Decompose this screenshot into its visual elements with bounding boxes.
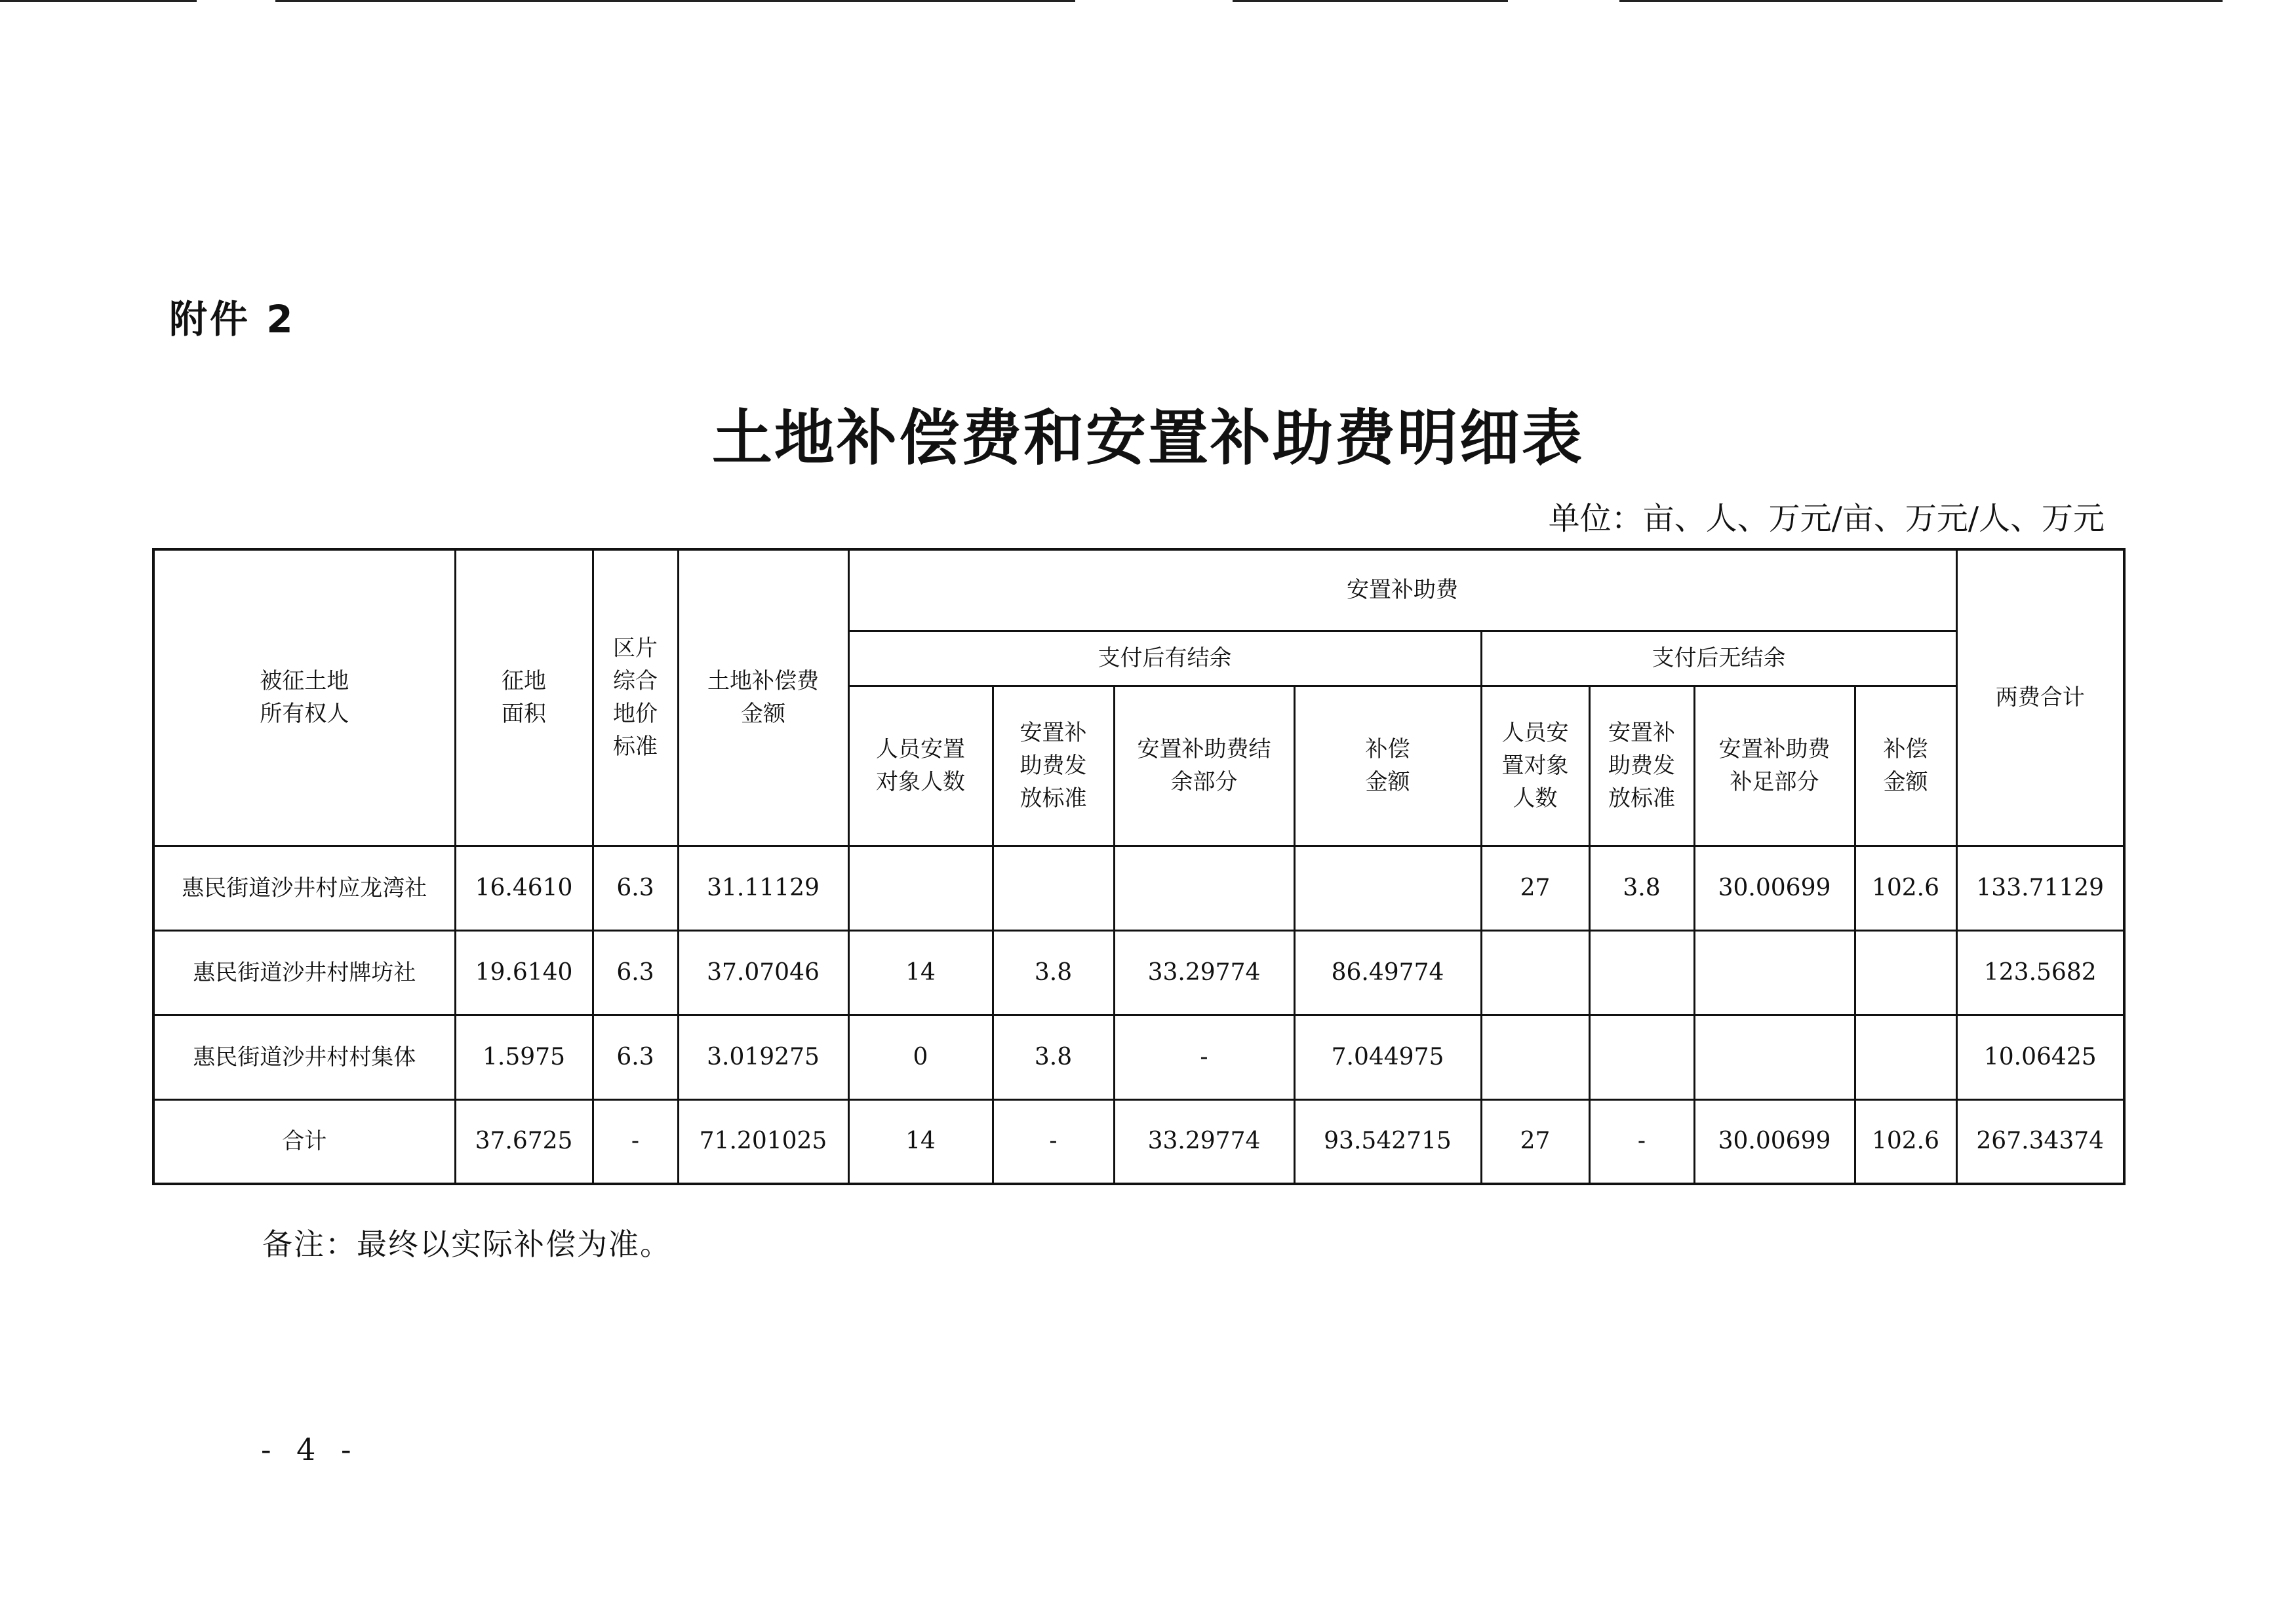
cell-area: 19.6140 [455,930,593,1015]
cell-ns-people: 27 [1481,1099,1589,1184]
cell-total: 133.71129 [1956,846,2124,930]
header-ns-standard: 安置补 助费发 放标准 [1589,686,1694,846]
cell-ws-comp: 93.542715 [1294,1099,1481,1184]
cell-ws-surplus [1114,846,1294,930]
header-ns-topup: 安置补助费 补足部分 [1694,686,1855,846]
page-title: 土地补偿费和安置补助费明细表 [711,402,1584,473]
cell-ws-comp: 86.49774 [1294,930,1481,1015]
header-ns-people: 人员安 置对象 人数 [1481,686,1589,846]
unit-note: 单位：亩、人、万元/亩、万元/人、万元 [1548,500,2105,537]
table-total-row [153,1099,2124,1184]
cell-ws-standard: 3.8 [993,1015,1114,1099]
header-land-price: 区片 综合 地价 标准 [593,549,678,846]
cell-ns-topup: 30.00699 [1694,846,1855,930]
cell-ns-standard [1589,930,1694,1015]
cell-ws-standard: - [993,1099,1114,1184]
table-row [153,1015,2124,1099]
cell-owner: 合计 [153,1099,455,1184]
cell-area: 1.5975 [455,1015,593,1099]
cell-ws-surplus: - [1114,1015,1294,1099]
cell-land-price: 6.3 [593,846,678,930]
cell-land-comp: 71.201025 [678,1099,848,1184]
cell-land-comp: 3.019275 [678,1015,848,1099]
scan-edge-line [275,0,1075,2]
cell-ns-people: 27 [1481,846,1589,930]
cell-ns-standard: - [1589,1099,1694,1184]
cell-area: 16.4610 [455,846,593,930]
header-ws-standard: 安置补 助费发 放标准 [993,686,1114,846]
header-owner: 被征土地 所有权人 [153,549,455,846]
header-ws-people: 人员安置 对象人数 [848,686,993,846]
cell-land-price: - [593,1099,678,1184]
cell-ns-standard: 3.8 [1589,846,1694,930]
compensation-table [152,548,2126,1185]
cell-ws-comp [1294,846,1481,930]
table-row [153,846,2124,930]
scan-edge-line [1619,0,2223,2]
cell-area: 37.6725 [455,1099,593,1184]
cell-ns-comp [1855,1015,1956,1099]
header-resettlement: 安置补助费 [848,549,1956,631]
cell-ws-people: 14 [848,1099,993,1184]
cell-ns-comp: 102.6 [1855,846,1956,930]
cell-ws-people: 0 [848,1015,993,1099]
cell-ns-topup [1694,1015,1855,1099]
scan-edge-line [1233,0,1508,2]
attachment-label: 附件 2 [169,297,296,342]
cell-ws-standard [993,846,1114,930]
header-area: 征地 面积 [455,549,593,846]
page-number: - 4 - [261,1432,359,1467]
cell-total: 123.5682 [1956,930,2124,1015]
cell-ns-topup: 30.00699 [1694,1099,1855,1184]
cell-ws-comp: 7.044975 [1294,1015,1481,1099]
cell-ns-people [1481,930,1589,1015]
cell-total: 10.06425 [1956,1015,2124,1099]
cell-total: 267.34374 [1956,1099,2124,1184]
header-land-comp: 土地补偿费 金额 [678,549,848,846]
scan-edge-line [0,0,197,2]
cell-owner: 惠民街道沙井村应龙湾社 [153,846,455,930]
cell-land-comp: 31.11129 [678,846,848,930]
cell-ns-comp [1855,930,1956,1015]
cell-ns-standard [1589,1015,1694,1099]
header-ns-comp: 补偿 金额 [1855,686,1956,846]
header-ws-surplus: 安置补助费结 余部分 [1114,686,1294,846]
header-ws-comp: 补偿 金额 [1294,686,1481,846]
table-row [153,930,2124,1015]
cell-ws-surplus: 33.29774 [1114,930,1294,1015]
cell-owner: 惠民街道沙井村村集体 [153,1015,455,1099]
cell-land-price: 6.3 [593,930,678,1015]
cell-land-price: 6.3 [593,1015,678,1099]
cell-ns-people [1481,1015,1589,1099]
cell-ns-comp: 102.6 [1855,1099,1956,1184]
cell-land-comp: 37.07046 [678,930,848,1015]
footnote: 备注：最终以实际补偿为准。 [262,1227,671,1262]
cell-ws-people: 14 [848,930,993,1015]
header-total: 两费合计 [1956,549,2124,846]
cell-ws-standard: 3.8 [993,930,1114,1015]
header-with-surplus: 支付后有结余 [848,631,1481,686]
cell-ws-surplus: 33.29774 [1114,1099,1294,1184]
cell-ws-people [848,846,993,930]
cell-owner: 惠民街道沙井村牌坊社 [153,930,455,1015]
cell-ns-topup [1694,930,1855,1015]
header-without-surplus: 支付后无结余 [1481,631,1956,686]
